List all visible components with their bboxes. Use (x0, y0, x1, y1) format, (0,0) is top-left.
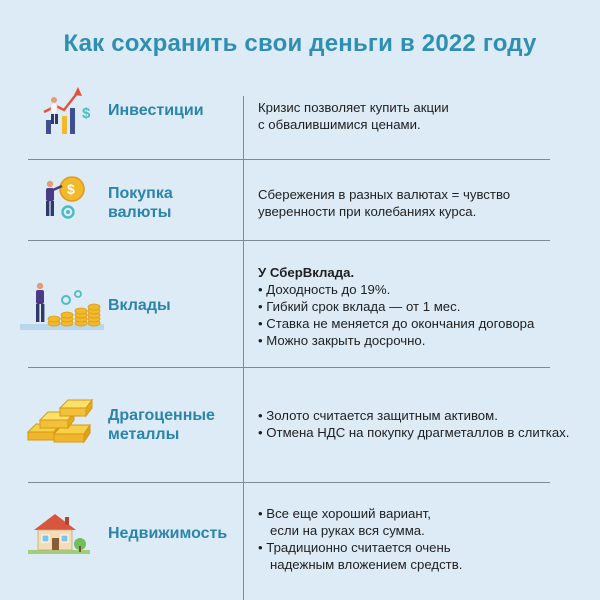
row-desc-deposits (258, 264, 534, 349)
row-desc-investments (258, 99, 449, 133)
column-divider (243, 96, 244, 600)
desc-line: • Золото считается защитным активом. (258, 408, 498, 423)
desc-line: • Можно закрыть досрочно. (258, 333, 426, 348)
desc-line: с обвалившимися ценами. (258, 117, 421, 132)
desc-heading: У СберВклада. (258, 265, 355, 280)
row-label-deposits: Вклады (108, 297, 171, 314)
row-desc-metals (258, 407, 569, 441)
row-label-metals: Драгоценные металлы (108, 407, 215, 443)
desc-line: • Отмена НДС на покупку драгметаллов в слитках. (258, 425, 570, 440)
page-title: Как сохранить свои деньги в 2022 году (63, 30, 537, 57)
desc-line: если на руках вся сумма. (270, 523, 425, 538)
row-divider (28, 367, 550, 368)
desc-line: надежным вложением средств. (270, 557, 463, 572)
desc-line: Кризис позволяет купить акции (258, 100, 449, 115)
desc-line: уверенности при колебаниях курса. (258, 204, 477, 219)
desc-line: • Все еще хороший вариант, (258, 506, 431, 521)
currency-coin-icon (36, 172, 96, 232)
row-label-currency: Покупка валюты (108, 185, 173, 221)
row-divider (28, 159, 550, 160)
desc-line: • Традиционно считается очень (258, 540, 451, 555)
row-label-investments: Инвестиции (108, 102, 204, 119)
investment-chart-icon (36, 82, 96, 142)
svg-text:$: $ (67, 181, 75, 197)
gold-bars-icon (24, 394, 102, 450)
desc-line: • Ставка не меняется до окончания договора (258, 316, 535, 331)
svg-text:$: $ (82, 105, 91, 122)
desc-line: • Доходность до 19%. (258, 282, 391, 297)
desc-line: Сбережения в разных валютах = чувство (258, 187, 511, 202)
deposit-coins-icon (20, 278, 104, 338)
desc-line: • Гибкий срок вклада — от 1 мес. (258, 299, 461, 314)
row-divider (28, 482, 550, 483)
house-icon (28, 510, 90, 558)
row-label-realestate: Недвижимость (108, 525, 228, 542)
row-divider (28, 240, 550, 241)
row-desc-currency (258, 186, 510, 220)
row-desc-realestate (258, 505, 462, 573)
